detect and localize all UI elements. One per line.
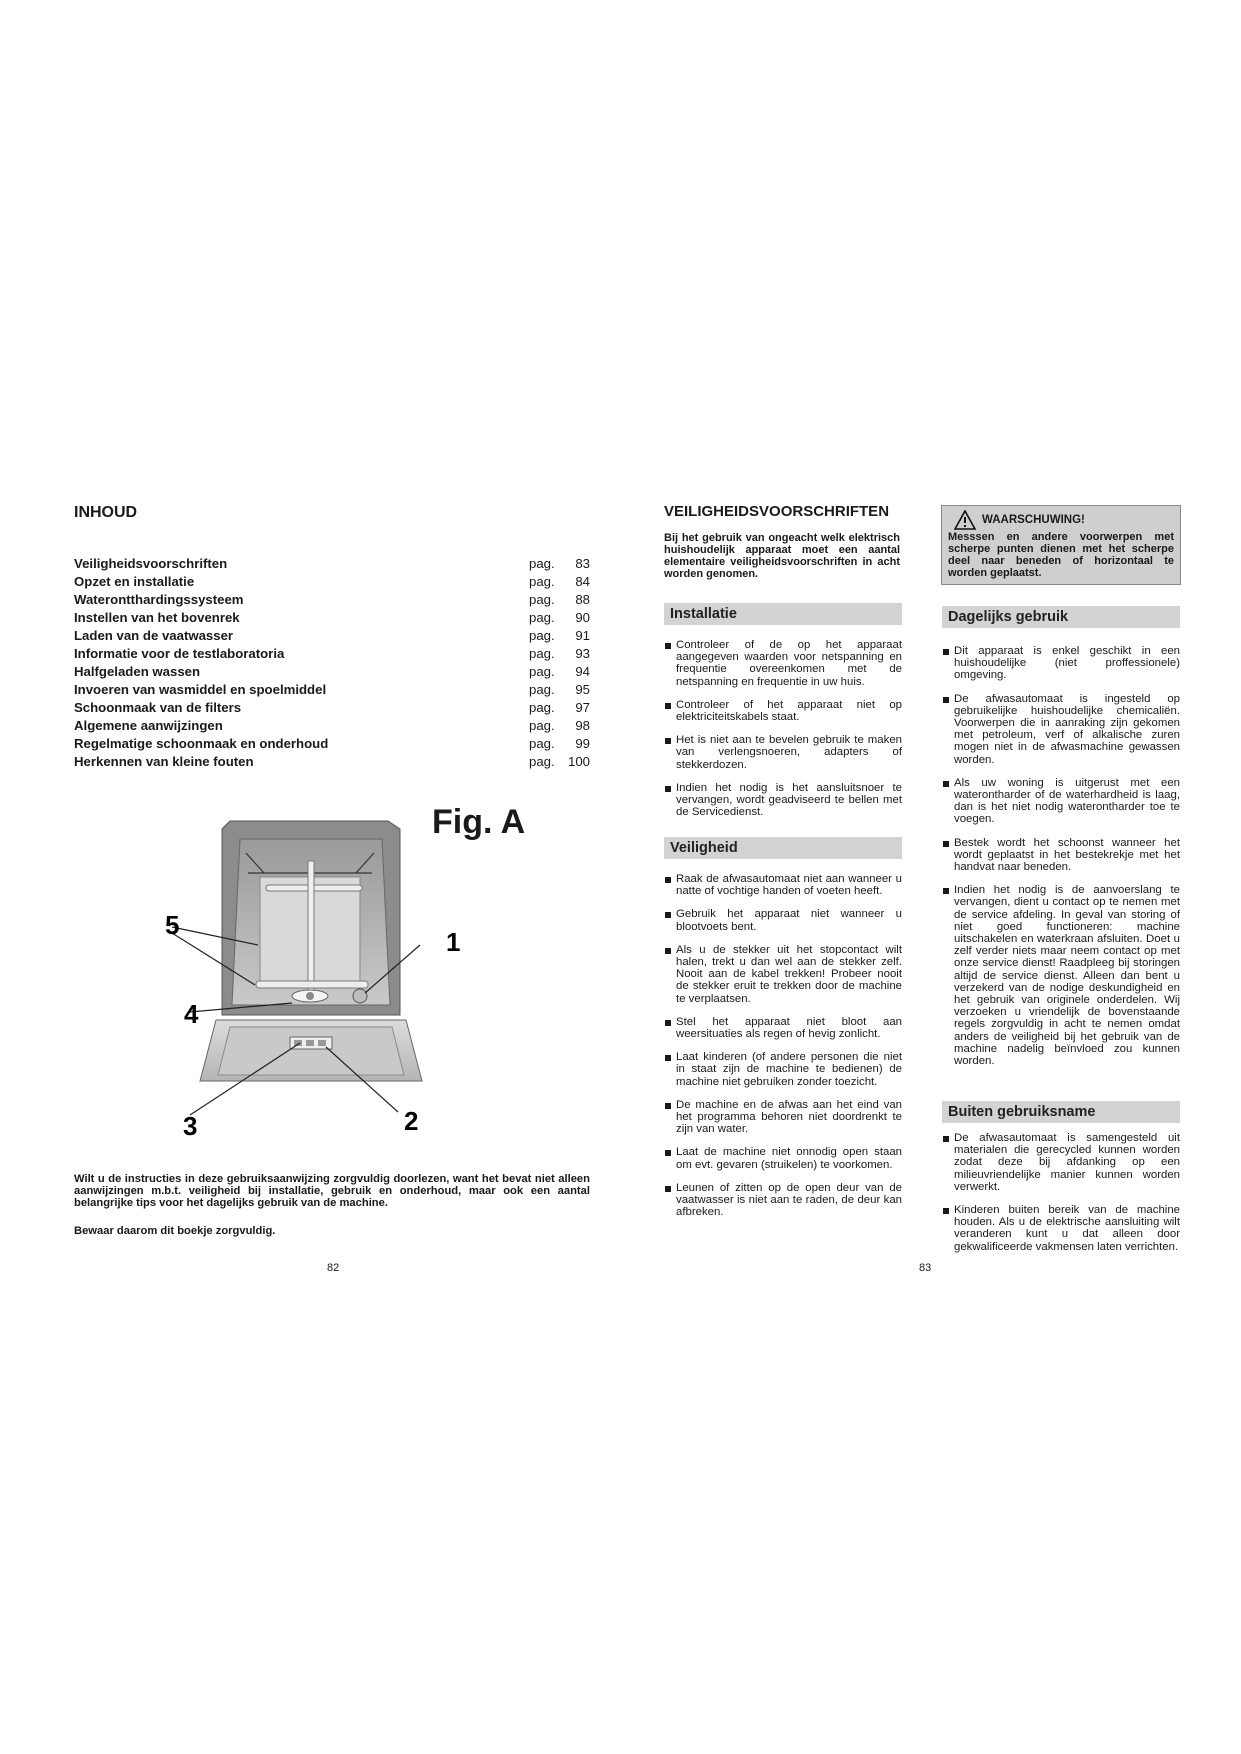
list-item: Laat de machine niet onnodig open staan om evt. gevaren (struikelen) te voorkomen.: [664, 1146, 902, 1170]
list-item: De machine en de afwas aan het eind van het programma behoren niet doordrenkt te zijn van water.: [664, 1099, 902, 1136]
intro-paragraph: Wilt u de instructies in deze gebruiksaanwijzing zorgvuldig doorlezen, want het bevat niet alleen aanwijzingen m.b.t. veiligheid bij installatie, gebruik en onderhoud, maar ook een aantal belangrijke tips voor het dagelijks gebruik van de machine.: [74, 1173, 590, 1209]
toc-item-page-number: 95: [575, 682, 590, 697]
toc-title: INHOUD: [74, 504, 138, 521]
toc-item: [74, 753, 594, 771]
toc-item-label: Algemene aanwijzingen: [74, 718, 223, 733]
toc-item-label: Instellen van het bovenrek: [74, 610, 240, 625]
toc-item-label: Schoonmaak van de filters: [74, 700, 242, 715]
toc-item-page-number: 97: [575, 700, 590, 715]
toc-item: [74, 609, 594, 627]
toc-item: [74, 627, 594, 645]
toc-item-page-number: 83: [575, 556, 590, 571]
toc-item-page-number: 90: [575, 610, 590, 625]
toc-item-page-number: 93: [575, 646, 590, 661]
toc-item: [74, 699, 594, 717]
toc-item-label: Veiligheidsvoorschriften: [74, 556, 228, 571]
toc-item-label: Halfgeladen wassen: [74, 664, 201, 679]
list-item: De afwasautomaat is ingesteld op gebruikelijke huishoudelijke chemicaliën. Voorwerpen die in aanraking zijn gekomen met petroleum, verf of alkalische zuren mogen niet in de afwasmachine gewassen worden.: [942, 693, 1180, 766]
toc-item-page-number: 98: [575, 718, 590, 733]
toc-item-pag: pag.: [529, 754, 555, 769]
toc-item-pag: pag.: [529, 646, 555, 661]
installatie-list: [664, 639, 902, 829]
toc-item-pag: pag.: [529, 556, 555, 571]
toc-item-pag: pag.: [529, 592, 555, 607]
section-dagelijks-heading: Dagelijks gebruik: [942, 606, 1180, 628]
toc-item-label: Herkennen van kleine fouten: [74, 754, 254, 769]
warning-title: WAARSCHUWING!: [982, 514, 1085, 526]
toc-item: [74, 573, 594, 591]
warning-box: [941, 505, 1181, 585]
toc-item-pag: pag.: [529, 664, 555, 679]
dishwasher-illustration: [160, 815, 560, 1150]
section-installatie-heading: Installatie: [664, 603, 902, 625]
section-buiten-heading: Buiten gebruiksname: [942, 1101, 1180, 1123]
list-item: Stel het apparaat niet bloot aan weersituaties als regen of hevig zonlicht.: [664, 1016, 902, 1040]
list-item: Raak de afwasautomaat niet aan wanneer u natte of vochtige handen of voeten heeft.: [664, 873, 902, 897]
list-item: Indien het nodig is het aansluitsnoer te vervangen, wordt geadviseerd te bellen met de Servicedienst.: [664, 782, 902, 819]
list-item: Indien het nodig is de aanvoerslang te vervangen, dient u contact op te nemen met de service afdeling. In geval van storing of niet goed functioneren: machine uitschakelen en waterkraan afsluiten. Doet u zelf verder niets maar neem contact op met onze service dienst! Raadpleeg bij storingen altijd de service dienst. Alleen dan bent u verzekerd van de nodige deskundigheid en het gebruik van originele onderdelen. Wij verzoeken u vriendelijk de bovenstaande regels zorgvuldig in acht te nemen omdat anders de veiligheid bij het gebruik van de machine nadelig beïnvloed zou kunnen worden.: [942, 884, 1180, 1067]
table-of-contents: [74, 555, 594, 771]
toc-item-pag: pag.: [529, 574, 555, 589]
figure-title: Fig. A: [432, 803, 526, 841]
figure-label-1: 1: [446, 927, 461, 957]
toc-item: [74, 681, 594, 699]
list-item: Controleer of de op het apparaat aangegeven waarden voor netspanning en frequentie overeenkomen met de netspanning en frequentie in uw huis.: [664, 639, 902, 688]
toc-item: [74, 663, 594, 681]
buiten-list: [942, 1132, 1180, 1264]
toc-item-label: Regelmatige schoonmaak en onderhoud: [74, 736, 329, 751]
toc-item-pag: pag.: [529, 736, 555, 751]
toc-item: [74, 735, 594, 753]
toc-item-pag: pag.: [529, 610, 555, 625]
toc-item-page-number: 100: [567, 754, 590, 769]
page-number-left: 82: [327, 1262, 340, 1274]
safety-title: VEILIGHEIDSVOORSCHRIFTEN: [664, 503, 890, 520]
figure-label-3: 3: [183, 1111, 198, 1141]
dagelijks-list: [942, 645, 1180, 1078]
list-item: Dit apparaat is enkel geschikt in een huishoudelijke (niet proffessionele) omgeving.: [942, 645, 1180, 682]
list-item: Bestek wordt het schoonst wanneer het wordt geplaatst in het bestekrekje met het handvat naar beneden.: [942, 837, 1180, 874]
warning-triangle-icon: [954, 510, 976, 530]
list-item: Als uw woning is uitgerust met een waterontharder of de waterhardheid is laag, dan is het niet nodig waterontharder toe te voegen.: [942, 777, 1180, 826]
toc-item-page-number: 88: [575, 592, 590, 607]
toc-item-pag: pag.: [529, 628, 555, 643]
toc-item: [74, 555, 594, 573]
list-item: Het is niet aan te bevelen gebruik te maken van verlengsnoeren, adapters of stekkerdozen.: [664, 734, 902, 771]
veiligheid-list: [664, 873, 902, 1229]
keep-note: Bewaar daarom dit boekje zorgvuldig.: [74, 1225, 276, 1237]
list-item: Laat kinderen (of andere personen die niet in staat zijn de machine te bedienen) de machine niet gebruiken zonder toezicht.: [664, 1051, 902, 1088]
figure-label-4: 4: [184, 999, 199, 1029]
figure-label-2: 2: [404, 1106, 419, 1136]
list-item: Kinderen buiten bereik van de machine houden. Als u de elektrische aansluiting wilt veranderen kunt u dat alleen door gekwalificeerde vakmensen laten verrichten.: [942, 1204, 1180, 1253]
list-item: Als u de stekker uit het stopcontact wilt halen, trekt u dan wel aan de stekker zelf. Nooit aan de kabel trekken! Probeer nooit de stekker eruit te trekken door de machine te verplaatsen.: [664, 944, 902, 1005]
toc-item: [74, 717, 594, 735]
toc-item-pag: pag.: [529, 682, 555, 697]
figure-label-5: 5: [165, 910, 180, 940]
list-item: De afwasautomaat is samengesteld uit materialen die gerecycled kunnen worden zodat deze bij afdanking op een milieuvriendelijke manier kunnen worden verwerkt.: [942, 1132, 1180, 1193]
toc-item-page-number: 91: [575, 628, 590, 643]
toc-item: [74, 591, 594, 609]
toc-item-pag: pag.: [529, 700, 555, 715]
toc-item-label: Laden van de vaatwasser: [74, 628, 234, 643]
list-item: Controleer of het apparaat niet op elektriciteitskabels staat.: [664, 699, 902, 723]
safety-lead: Bij het gebruik van ongeacht welk elektrisch huishoudelijk apparaat moet een aantal elementaire veiligheidsvoorschriften in acht worden genomen.: [664, 532, 900, 580]
toc-item-page-number: 99: [575, 736, 590, 751]
toc-item-pag: pag.: [529, 718, 555, 733]
list-item: Leunen of zitten op de open deur van de vaatwasser is niet aan te raden, de deur kan afbreken.: [664, 1182, 902, 1219]
section-veiligheid-heading: Veiligheid: [664, 837, 902, 859]
list-item: Gebruik het apparaat niet wanneer u blootvoets bent.: [664, 908, 902, 932]
toc-item-label: Invoeren van wasmiddel en spoelmiddel: [74, 682, 327, 697]
toc-item: [74, 645, 594, 663]
page-number-right: 83: [919, 1262, 932, 1274]
toc-item-label: Opzet en installatie: [74, 574, 195, 589]
warning-text: Messsen en andere voorwerpen met scherpe punten dienen met het scherpe deel naar beneden of horizontaal te worden geplaatst.: [948, 531, 1174, 579]
toc-item-label: Waterontthardingssysteem: [74, 592, 244, 607]
toc-item-page-number: 84: [575, 574, 590, 589]
toc-item-label: Informatie voor de testlaboratoria: [74, 646, 285, 661]
toc-item-page-number: 94: [575, 664, 590, 679]
